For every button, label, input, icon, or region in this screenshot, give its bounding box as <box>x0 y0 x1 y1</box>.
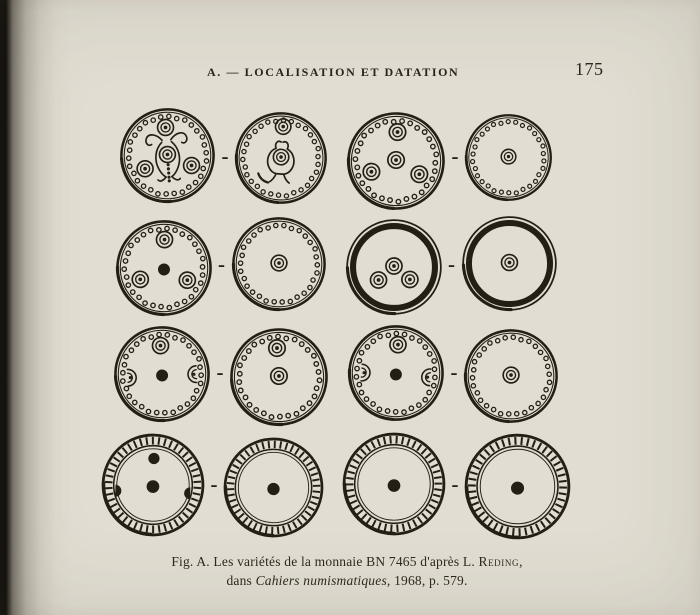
coin-illustration-2-4 <box>461 215 558 312</box>
coin-illustration-1-4 <box>464 113 553 202</box>
caption-text: dans <box>226 573 256 588</box>
coin-illustration-2-2 <box>231 216 327 312</box>
coin-illustration-4-1 <box>101 433 205 537</box>
running-header-title: A. — LOCALISATION ET DATATION <box>207 65 460 79</box>
coin-illustration-3-2 <box>229 327 329 427</box>
variant-pair-dash: - <box>451 143 459 168</box>
caption-author-smallcaps: Reding <box>478 554 520 569</box>
caption-text: Fig. A. Les variétés de la monnaie BN 7465 d'après L. <box>171 554 479 569</box>
figure-caption <box>0 552 694 590</box>
coin-row <box>0 433 672 540</box>
variant-pair-dash: - <box>216 359 224 384</box>
coin-row <box>0 324 672 424</box>
caption-text: , 1968, p. 579. <box>386 573 468 588</box>
coin-illustration-1-1 <box>119 107 216 204</box>
coin-row <box>0 217 672 315</box>
coin-illustration-3-4 <box>463 328 559 424</box>
variant-pair-dash: - <box>221 143 229 168</box>
caption-text: , <box>519 554 523 569</box>
variant-pair-dash: - <box>210 472 218 496</box>
page-number: 175 <box>575 59 604 79</box>
coin-illustration-4-4 <box>464 433 571 540</box>
variant-pair-dash: - <box>218 251 225 276</box>
variant-pair-dash: - <box>450 359 458 384</box>
caption-line-1 <box>0 552 694 571</box>
variant-pair-dash: - <box>451 472 459 496</box>
coin-illustration-4-2 <box>223 437 324 538</box>
coin-illustration-2-3 <box>345 218 443 316</box>
coin-illustration-3-3 <box>347 324 445 422</box>
coin-illustration-1-3 <box>346 111 446 211</box>
caption-line-2 <box>0 571 694 590</box>
coin-row <box>0 108 672 208</box>
coin-illustration-3-1 <box>113 325 211 423</box>
coin-illustration-2-1 <box>115 219 213 317</box>
caption-journal-italic: Cahiers numismatiques <box>255 573 387 588</box>
coin-illustration-1-2 <box>234 111 328 205</box>
variant-pair-dash: - <box>448 251 455 276</box>
coin-figure-plate <box>0 108 672 549</box>
coin-illustration-4-3 <box>342 432 446 536</box>
